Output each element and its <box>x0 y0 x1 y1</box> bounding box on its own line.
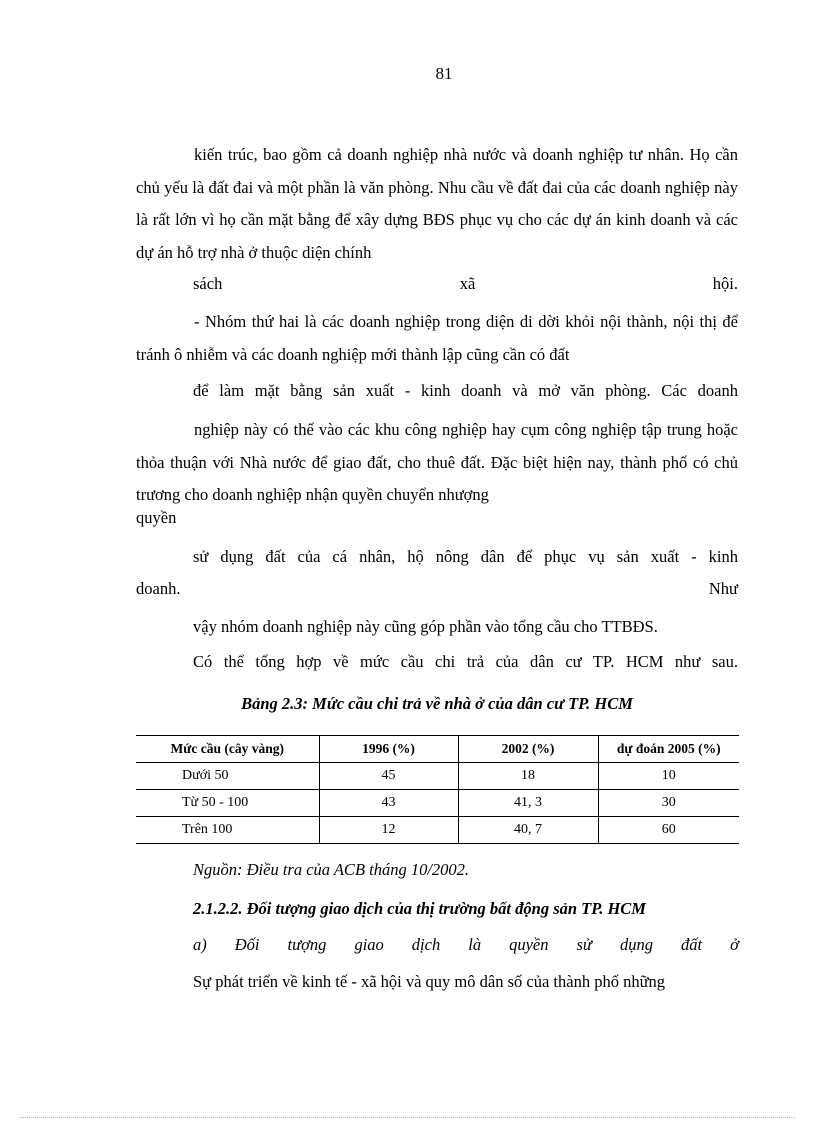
paragraph-1 <box>136 139 738 269</box>
p2-line-3-text: để làm mặt bằng sản xuất - kinh doanh và mở văn phòng. Các doanh <box>193 381 738 400</box>
sub-word: dụng <box>619 935 653 954</box>
p1-spread-word-2: xã <box>459 274 476 293</box>
table-caption: Bảng 2.3: Mức cầu chi trả về nhà ở của dân cư TP. HCM <box>241 694 633 713</box>
table-cell: 18 <box>458 763 598 790</box>
table-header: dự đoán 2005 (%) <box>598 736 739 763</box>
table-cell: 12 <box>319 817 458 844</box>
sub-word: là <box>468 935 482 954</box>
table-cell: 41, 3 <box>458 790 598 817</box>
p2-last-line: vậy nhóm doanh nghiệp này cũng góp phần vào tổng cầu cho TTBĐS. <box>193 617 658 636</box>
p1-spread-line <box>193 274 738 294</box>
p1-line-4: phục vụ cho các dự án kinh doanh và các dự án hỗ trợ nhà ở thuộc diện chính <box>136 210 738 262</box>
table-cell: 43 <box>319 790 458 817</box>
sub-word: a) <box>193 935 207 954</box>
p1-line-3: của các doanh nghiệp này là rất lớn vì họ cần mặt bằng để xây dựng BĐS <box>136 177 738 229</box>
p3-text: Có thể tổng hợp về mức cầu chi trả của dân cư TP. HCM như sau. <box>193 652 738 671</box>
sub-word: quyền <box>509 935 549 954</box>
p2-spread-word-1: doanh. <box>136 579 181 598</box>
sub-word: tượng <box>287 935 327 954</box>
sub-word: giao <box>354 935 384 954</box>
p1-line-2: nhân. Họ cần chủ yếu là đất đai và một phần là văn phòng. Nhu cầu về đất đai <box>136 145 738 197</box>
p1-line-1: kiến trúc, bao gồm cả doanh nghiệp nhà nước và doanh nghiệp tư <box>194 145 648 164</box>
section-last-line: Sự phát triển về kinh tế - xã hội và quy mô dân số của thành phố những <box>193 972 666 991</box>
p2-orphan: quyền <box>136 508 177 527</box>
table-header: 1996 (%) <box>319 736 458 763</box>
p2-line-use <box>193 547 738 567</box>
p2-line-2: nội thị để tránh ô nhiễm và các doanh nghiệp mới thành lập cũng cần có đất <box>136 312 739 364</box>
p2-line-1: - Nhóm thứ hai là các doanh nghiệp trong diện di dời khỏi nội thành, <box>194 312 673 331</box>
p2-line-3 <box>193 381 738 401</box>
table-row <box>136 763 739 790</box>
table-cell: Dưới 50 <box>136 763 319 790</box>
table-cell: 60 <box>598 817 739 844</box>
table-header: Mức cầu (cây vàng) <box>136 736 319 763</box>
subsection-heading <box>193 935 739 955</box>
page-bottom-divider <box>20 1117 796 1118</box>
paragraph-2-block <box>136 414 738 512</box>
table-row <box>136 817 739 844</box>
p1-spread-word-3: hội. <box>712 274 738 293</box>
p1-spread-word-1: sách <box>193 274 223 293</box>
page-number: 81 <box>435 64 453 83</box>
table-header-row <box>136 736 739 763</box>
p2-line-use-text: sử dụng đất của cá nhân, hộ nông dân để phục vụ sản xuất - kinh <box>193 547 738 566</box>
sub-word: dịch <box>411 935 441 954</box>
table-cell: 10 <box>598 763 739 790</box>
table-cell: 30 <box>598 790 739 817</box>
p2-block-line-2: trung hoặc thỏa thuận với Nhà nước để giao đất, cho thuê đất. Đặc biệt hiện <box>136 420 738 472</box>
p2-spread-word-2: Như <box>708 579 738 598</box>
paragraph-3 <box>193 652 738 672</box>
table-source: Nguồn: Điều tra của ACB tháng 10/2002. <box>193 860 470 879</box>
sub-word: đất <box>680 935 703 954</box>
table-cell: Từ 50 - 100 <box>136 790 319 817</box>
table-cell: 45 <box>319 763 458 790</box>
data-table <box>136 735 739 844</box>
paragraph-2 <box>136 306 738 371</box>
sub-word: ở <box>730 935 739 954</box>
p2-block-line-1: nghiệp này có thể vào các khu công nghiệp hay cụm công nghiệp tập <box>194 420 667 439</box>
table-cell: Trên 100 <box>136 817 319 844</box>
table-header: 2002 (%) <box>458 736 598 763</box>
table-cell: 40, 7 <box>458 817 598 844</box>
section-heading: 2.1.2.2. Đối tượng giao dịch của thị trường bất động sản TP. HCM <box>193 899 646 918</box>
sub-word: Đối <box>234 935 260 954</box>
table-row <box>136 790 739 817</box>
sub-word: sử <box>576 935 592 954</box>
p2-block-line-3: nay, thành phố có chủ trương cho doanh nghiệp nhận quyền chuyển nhượng <box>136 452 738 504</box>
p2-spread-line <box>136 579 738 599</box>
